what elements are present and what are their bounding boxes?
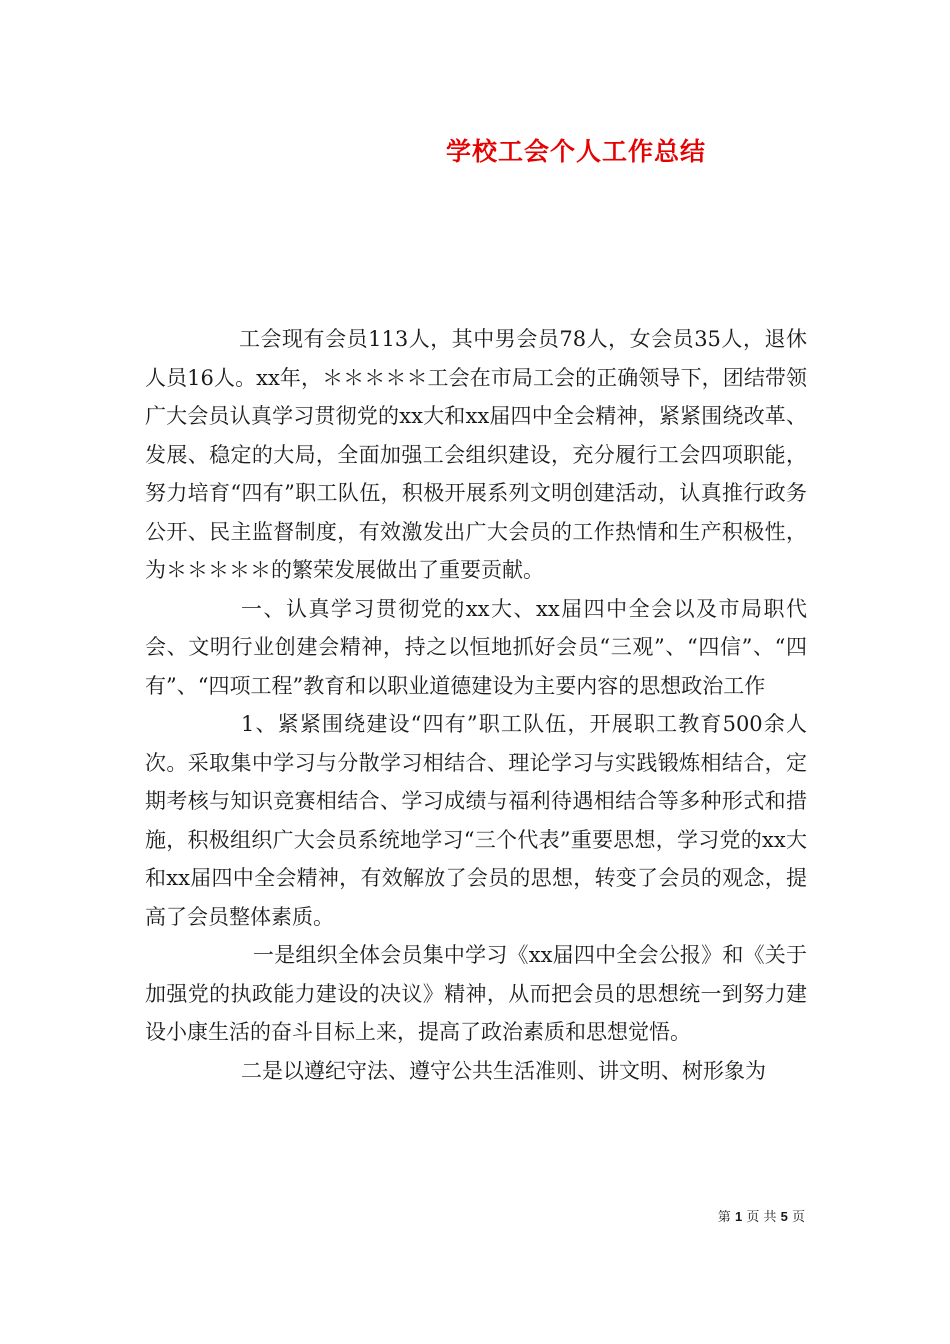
page-number-footer (718, 1206, 805, 1225)
document-body (145, 320, 807, 1090)
footer-middle: 页 共 (746, 1210, 777, 1225)
footer-current-page: 1 (734, 1209, 743, 1224)
paragraph-point-one: 一是组织全体会员集中学习《xx届四中全会公报》和《关于加强党的执政能力建设的决议》精神，从而把会员的思想统一到努力建设小康生活的奋斗目标上来，提高了政治素质和思想觉悟。 (145, 943, 807, 1044)
paragraph-item-one: 1、紧紧围绕建设“四有”职工队伍，开展职工教育500余人次。采取集中学习与分散学习相结合、理论学习与实践锻炼相结合，定期考核与知识竞赛相结合、学习成绩与福利待遇相结合等多种形式和措施，积极组织广大会员系统地学习“三个代表”重要思想，学习党的xx大和xx届四中全会精神，有效解放了会员的思想，转变了会员的观念，提高了会员整体素质。 (145, 712, 807, 929)
footer-total-pages: 5 (780, 1209, 788, 1224)
paragraph-intro: 工会现有会员113人，其中男会员78人，女会员35人，退休人员16人。xx年，＊＊＊＊＊工会在市局工会的正确领导下，团结带领广大会员认真学习贯彻党的xx大和xx届四中全会精神，紧紧围绕改革、发展、稳定的大局，全面加强工会组织建设，充分履行工会四项职能，努力培育“四有”职工队伍，积极开展系列文明创建活动，认真推行政务公开、民主监督制度，有效激发出广大会员的工作热情和生产积极性，为＊＊＊＊＊的繁荣发展做出了重要贡献。 (145, 327, 807, 582)
footer-prefix: 第 (717, 1210, 731, 1225)
footer-suffix: 页 (791, 1210, 805, 1225)
paragraph-section-one-heading: 一、认真学习贯彻党的xx大、xx届四中全会以及市局职代会、文明行业创建会精神，持之以恒地抓好会员“三观”、“四信”、“四有”、“四项工程”教育和以职业道德建设为主要内容的思想政治工作 (145, 596, 807, 698)
paragraph-point-two: 二是以遵纪守法、遵守公共生活准则、讲文明、树形象为 (241, 1058, 766, 1083)
document-title: 学校工会个人工作总结 (445, 137, 706, 166)
